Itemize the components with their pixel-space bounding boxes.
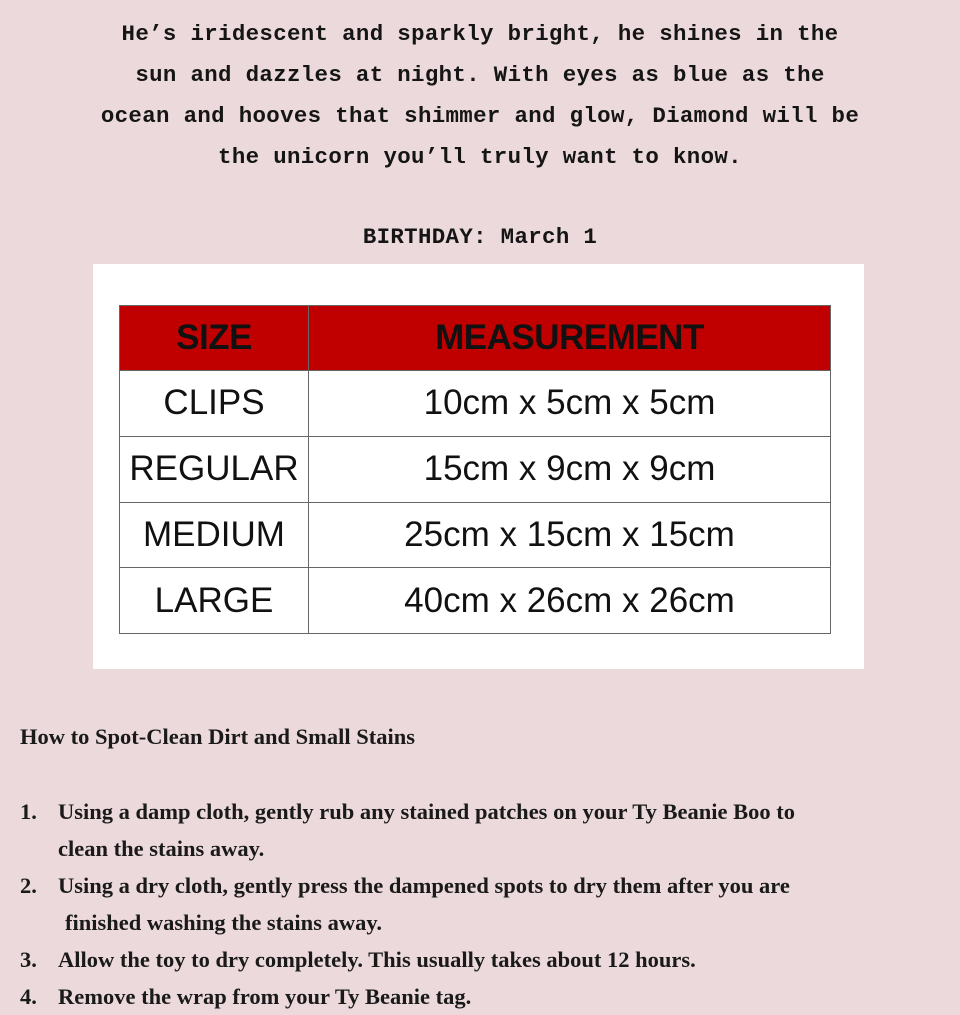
header-size: SIZE — [120, 306, 309, 371]
step-text: Allow the toy to dry completely. This usually takes about 12 hours. — [58, 947, 696, 972]
birthday-label: BIRTHDAY: March 1 — [362, 224, 598, 250]
size-cell: CLIPS — [120, 371, 309, 437]
step-text: Using a damp cloth, gently rub any stained patches on your Ty Beanie Boo to — [58, 799, 795, 824]
size-chart-table — [119, 305, 831, 634]
step-text: Remove the wrap from your Ty Beanie tag. — [58, 984, 472, 1009]
step-text: Using a dry cloth, gently press the dampened spots to dry them after you are — [58, 873, 790, 898]
header-measurement: MEASUREMENT — [309, 306, 831, 371]
measurement-cell: 25cm x 15cm x 15cm — [309, 502, 831, 568]
list-item — [20, 867, 940, 941]
table-row — [120, 568, 831, 634]
description-line: the unicorn you’ll truly want to know. — [218, 144, 742, 170]
measurement-cell: 10cm x 5cm x 5cm — [309, 371, 831, 437]
measurement-cell: 40cm x 26cm x 26cm — [309, 568, 831, 634]
care-steps-list — [20, 793, 940, 1015]
table-row — [120, 502, 831, 568]
description-line: He’s iridescent and sparkly bright, he shines in the — [121, 21, 839, 47]
step-text-continued: clean the stains away. — [58, 836, 265, 861]
table-row — [120, 436, 831, 502]
product-description — [0, 14, 960, 178]
step-text-continued: finished washing the stains away. — [65, 910, 382, 935]
list-item — [20, 978, 940, 1015]
size-cell: REGULAR — [120, 436, 309, 502]
step-number: 1. — [20, 799, 37, 824]
list-item — [20, 941, 940, 978]
step-number: 3. — [20, 947, 37, 972]
size-cell: LARGE — [120, 568, 309, 634]
care-instructions-title: How to Spot-Clean Dirt and Small Stains — [20, 724, 416, 749]
description-line: sun and dazzles at night. With eyes as blue as the — [135, 62, 825, 88]
measurement-cell: 15cm x 9cm x 9cm — [309, 436, 831, 502]
table-row — [120, 371, 831, 437]
size-cell: MEDIUM — [120, 502, 309, 568]
table-header-row — [120, 306, 831, 371]
size-chart-panel — [93, 264, 864, 669]
description-line: ocean and hooves that shimmer and glow, Diamond will be — [100, 103, 860, 129]
step-number: 2. — [20, 873, 37, 898]
step-number: 4. — [20, 984, 37, 1009]
list-item — [20, 793, 940, 867]
